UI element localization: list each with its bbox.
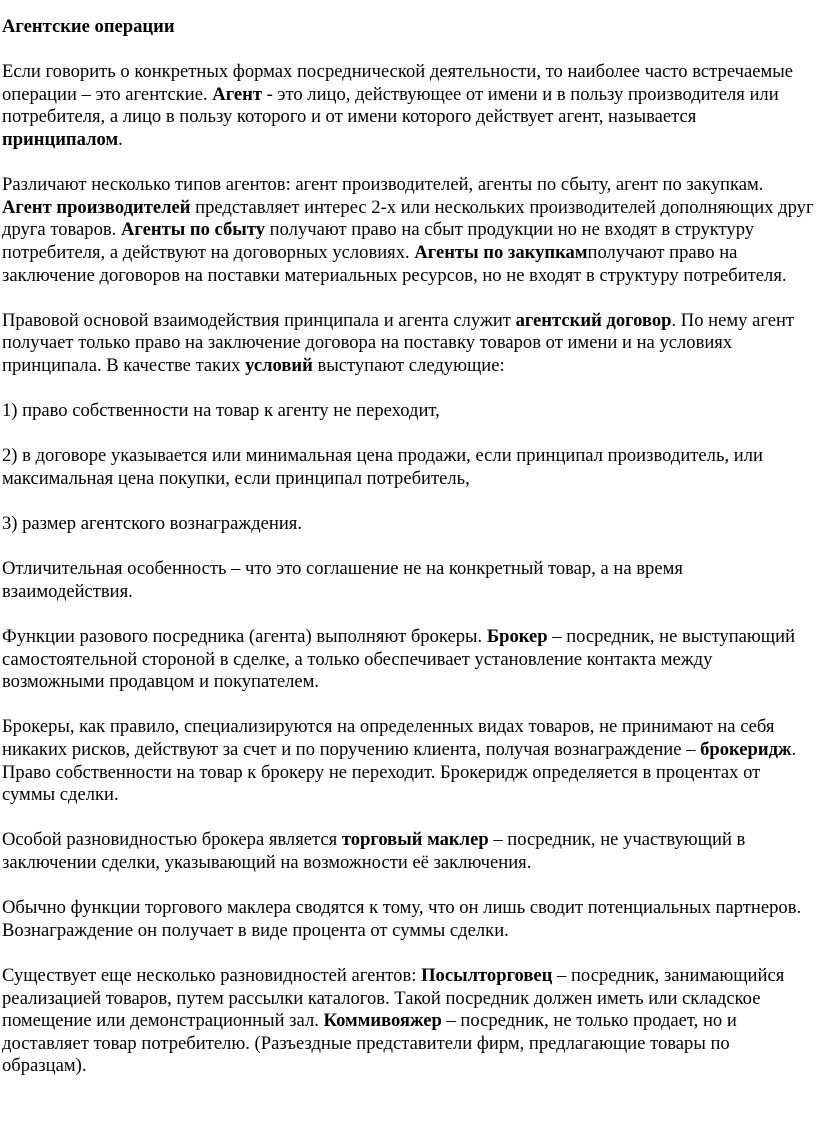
text-run: . Право собственности на товар к брокеру не переходит. Брокеридж определяется в процентах от суммы сделки. — [2, 739, 797, 806]
paragraph — [2, 310, 814, 378]
text-run: 1) право собственности на товар к агенту не переходит, — [2, 400, 440, 422]
paragraph — [2, 829, 814, 874]
bold-term: Агенты по закупкам — [414, 241, 588, 263]
text-run: Правовой основой взаимодействия принципала и агента служит — [2, 309, 516, 331]
text-run: Особой разновидностью брокера является — [2, 829, 342, 851]
document-title: Агентские операции — [2, 16, 175, 37]
text-run: – посредник, не только продает, но и доставляет товар потребителю. (Разъездные представители фирм, предлагающие товары по образцам). — [2, 1010, 737, 1077]
paragraph — [2, 558, 814, 603]
text-run: Обычно функции торгового маклера сводятся к тому, что он лишь сводит потенциальных партнеров. Вознаграждение он получает в виде процента от суммы сделки. — [2, 897, 802, 941]
text-run: - это лицо, действующее от имени и в пользу производителя или потребителя, а лицо в пользу которого и от имени которого действует агент, называется — [2, 83, 779, 128]
text-run: . — [118, 128, 123, 150]
document-body — [2, 16, 814, 1101]
paragraph — [2, 174, 814, 287]
text-run: Существует еще несколько разновидностей агентов: — [2, 964, 422, 986]
text-run: представляет интерес 2-х или нескольких производителей дополняющих друг друга товаров. — [2, 196, 814, 241]
bold-term: условий — [245, 354, 313, 376]
text-run: получают право на заключение договоров на поставки материальных ресурсов, но не входят в структуру потребителя. — [2, 241, 787, 286]
bold-term: агентский договор — [515, 309, 672, 331]
paragraph — [2, 626, 814, 694]
text-run: . По нему агент получает только право на заключение договора на поставку товаров от имени и на условиях принципала. В качестве таких — [2, 309, 795, 376]
text-run: Функции разового посредника (агента) выполняют брокеры. — [2, 626, 487, 648]
text-run: Различают несколько типов агентов: агент производителей, агенты по сбыту, агент по закупкам. — [2, 174, 764, 196]
text-run: – посредник, занимающийся реализацией товаров, путем рассылки каталогов. Такой посредник должен иметь или складское помещение или демонстрационный зал. — [2, 964, 785, 1032]
text-run: выступают следующие: — [312, 354, 505, 376]
text-run: Брокеры, как правило, специализируются на определенных видах товаров, не принимают на себя никаких рисков, действуют за счет и по поручению клиента, получая вознаграждение – — [2, 716, 775, 760]
text-run: 3) размер агентского вознаграждения. — [2, 513, 303, 535]
paragraph — [2, 716, 814, 806]
bold-term: Агенты по сбыту — [120, 219, 266, 241]
bold-term: Коммивояжер — [323, 1010, 442, 1032]
text-run: – посредник, не участвующий в заключении сделки, указывающий на возможности её заключения. — [2, 829, 746, 873]
bold-term: брокеридж — [700, 739, 792, 760]
paragraph — [2, 445, 814, 490]
paragraph — [2, 61, 814, 151]
paragraph-list — [2, 61, 814, 1078]
bold-term: Агент производителей — [2, 196, 191, 218]
text-run: – посредник, не выступающий самостоятельной стороной в сделке, а только обеспечивает установление контакта между возможными продавцом и покупателем. — [2, 626, 796, 693]
bold-term: торговый маклер — [341, 829, 489, 851]
bold-term: Агент — [212, 83, 263, 105]
text-run: Отличительная особенность – что это соглашение не на конкретный товар, а на время взаимодействия. — [2, 558, 683, 602]
paragraph — [2, 897, 814, 942]
bold-term: Посылторговец — [421, 964, 553, 986]
paragraph — [2, 965, 814, 1078]
paragraph — [2, 400, 814, 423]
paragraph — [2, 513, 814, 536]
bold-term: Брокер — [486, 626, 548, 648]
bold-term: принципалом — [2, 128, 119, 150]
text-run: Если говорить о конкретных формах посреднической деятельности, то наиболее часто встречаемые операции – это агентские. — [2, 61, 793, 105]
text-run: получают право на сбыт продукции но не входят в структуру потребителя, а действуют на договорных условиях. — [2, 219, 755, 263]
text-run: 2) в договоре указывается или минимальная цена продажи, если принципал производитель, или максимальная цена покупки, если принципал потребитель, — [2, 445, 763, 489]
